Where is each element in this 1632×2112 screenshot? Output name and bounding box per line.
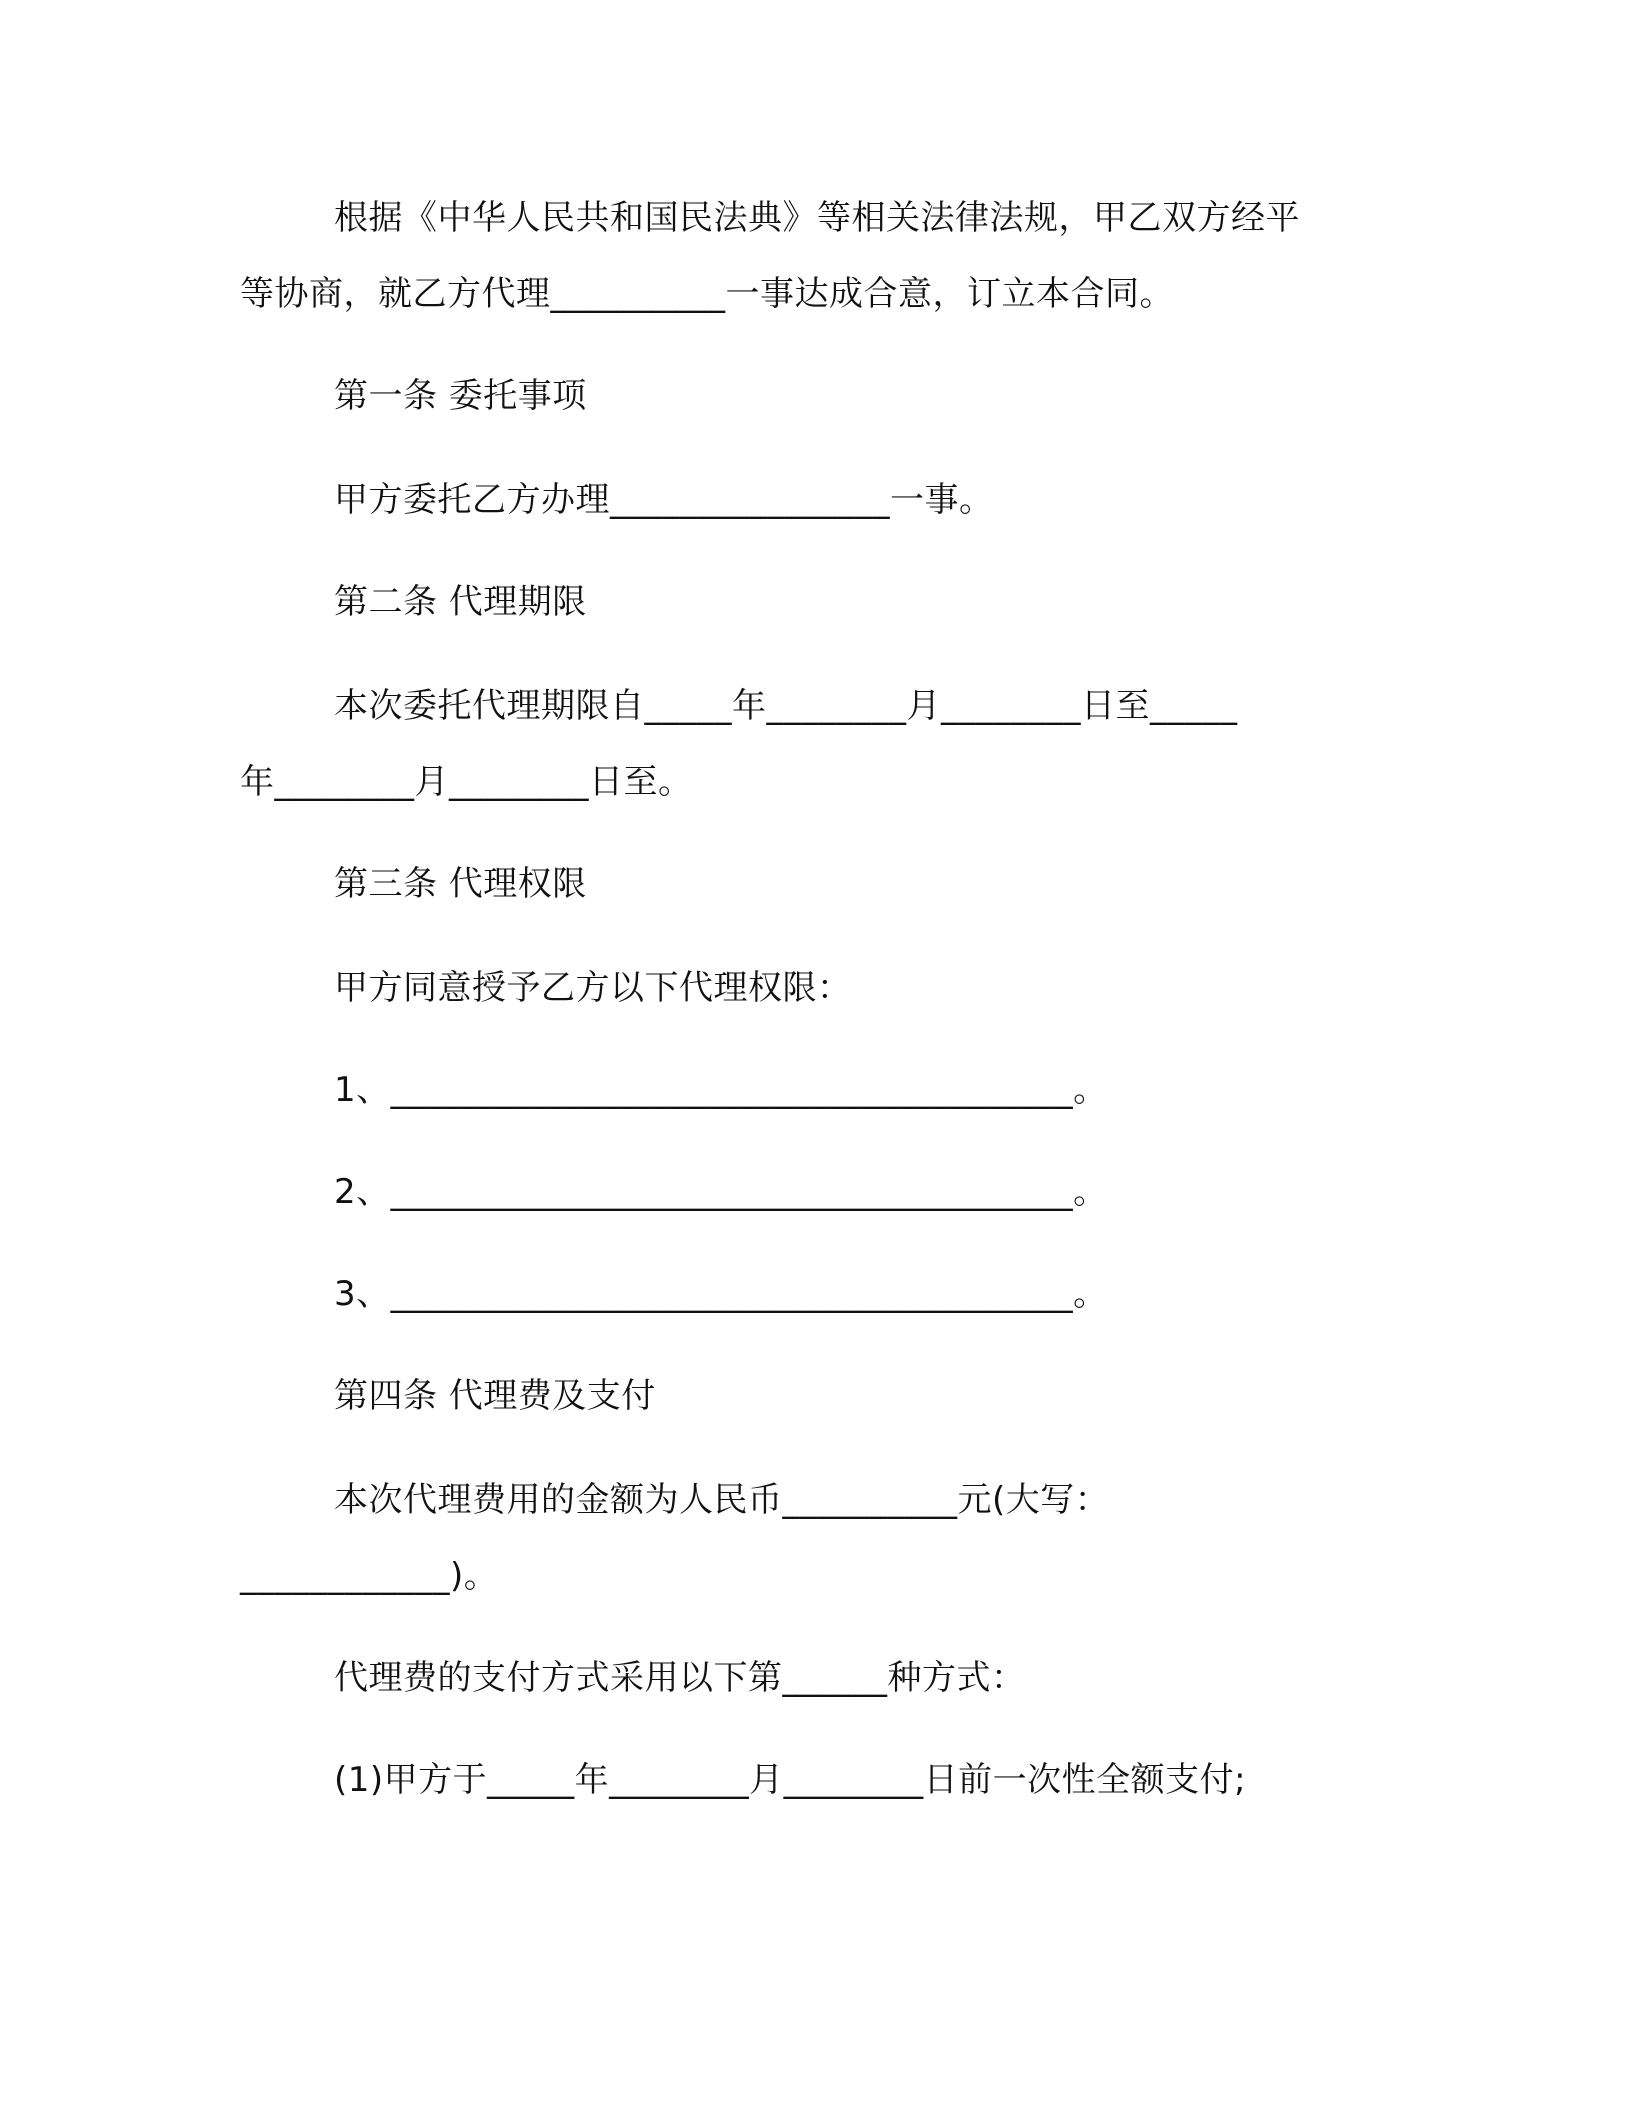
article-2-text-line-1: 本次委托代理期限自_____年________月________日至_____ [334, 686, 1238, 726]
article-4-heading: 第四条 代理费及支付 [334, 1376, 656, 1416]
article-2-text-line-2: 年________月________日至。 [240, 762, 693, 802]
preamble-line-1: 根据《中华人民共和国民法典》等相关法律法规，甲乙双方经平 [334, 198, 1300, 238]
authority-item-2: 2、_______________________________________。 [334, 1172, 1108, 1212]
preamble-line-2: 等协商，就乙方代理__________一事达成合意，订立本合同。 [240, 274, 1174, 314]
article-1-heading: 第一条 委托事项 [334, 376, 587, 416]
authority-item-3: 3、_______________________________________。 [334, 1274, 1108, 1314]
article-3-text: 甲方同意授予乙方以下代理权限： [334, 968, 852, 1008]
article-3-heading: 第三条 代理权限 [334, 864, 587, 904]
payment-method-text: 代理费的支付方式采用以下第______种方式： [334, 1658, 1026, 1698]
authority-item-1: 1、_______________________________________。 [334, 1070, 1108, 1110]
article-2-heading: 第二条 代理期限 [334, 582, 587, 622]
article-1-text: 甲方委托乙方办理________________一事。 [334, 480, 994, 520]
payment-option-1: (1)甲方于_____年________月________日前一次性全额支付; [334, 1760, 1247, 1800]
fee-amount-line-2: ____________)。 [240, 1556, 499, 1596]
fee-amount-line-1: 本次代理费用的金额为人民币__________元(大写： [334, 1480, 1110, 1520]
